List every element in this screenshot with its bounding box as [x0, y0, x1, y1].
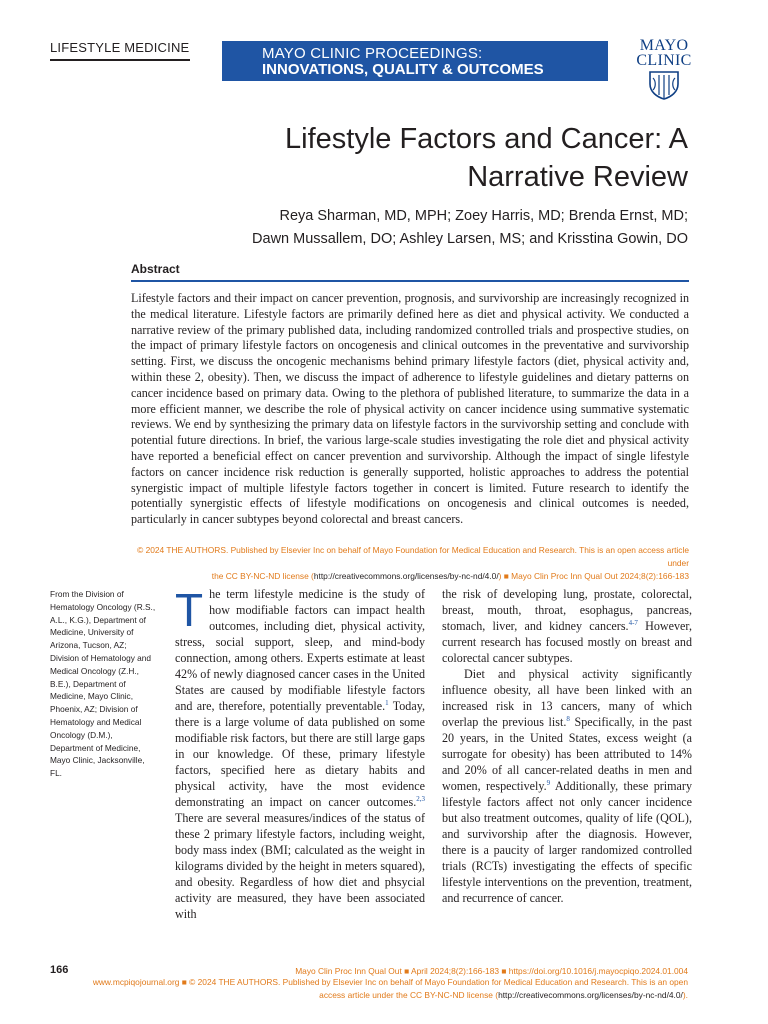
drop-cap: T — [175, 584, 204, 636]
abstract-text: Lifestyle factors and their impact on cancer prevention, prognosis, and survivorship are increasingly recognized in the medical literature. Lifestyle factors are primarily defined here as diet and physical activity. We conducted a narrative review of the primary published data, including randomized controlled trials and prospective studies, on the impact of primary lifestyle factors on oncogenesis and clinical outcomes in the preventative and survivorship setting. First, we discuss the oncogenic mechanisms behind primary lifestyle factors (diet, physical activity and, within these 2, obesity). Then, we discuss the impact of adherence to lifestyle guidelines and dietary patterns on cancer incidence based on primary data. Owing to the plethora of published literature, to summarize the data in a more efficient manner, we describe the role of physical activity on cancer incidence using summative systematic reviews. We end by synthesizing the primary data on lifestyle factors in the survivorship setting and conclude with potential future directions. In brief, the various large-scale studies investigating the role diet and physical activity have reported a beneficial effect on cancer prevention and survivorship. Although the impact of single lifestyle factors on cancer incidence risk reduction is generally supported, holistic approaches to address the potential synergistic impact of multiple lifestyle factors together in concert is limited. Future research to identify the potentially synergistic effects of lifestyle modifications on oncogenesis and clinical outcomes is needed, particularly in cancer subtypes beyond colorectal and breast cancers. — [131, 291, 689, 527]
body-text: Today, there is a large volume of data published on some modifiable risk factors, but there are still large gaps in our knowledge. Of these, primary lifestyle factors, specified here as dietary habits and physical activity, have the most evidence demonstrating an impact on cancer outcomes. — [175, 699, 425, 809]
journal-name-line1: MAYO CLINIC PROCEEDINGS: — [262, 45, 483, 62]
logo-text-line1: MAYO — [639, 37, 689, 54]
authors-line-1: Reya Sharman, MD, MPH; Zoey Harris, MD; Brenda Ernst, MD; — [279, 208, 688, 224]
reference-link[interactable]: 4-7 — [628, 618, 638, 627]
footer-license-text: access article under the CC BY-NC-ND license ( — [319, 990, 499, 1000]
body-column-right — [442, 586, 692, 906]
body-text: There are several measures/indices of the status of these 2 primary lifestyle factors, including weight, body mass index (BMI; calculated as the weight in kilograms divided by the height in meters squared), and obesity. Regardless of how diet and phsycial activity are measured, they have been associated with — [175, 811, 425, 921]
abstract-heading: Abstract — [131, 262, 180, 276]
article-title: Lifestyle Factors and Cancer: A Narrative Review — [285, 123, 688, 193]
author-affiliation: From the Division of Hematology Oncology (R.S., A.L., K.G.), Department of Medicine, University of Arizona, Tucson, AZ; Division of Hematology and Medical Oncology (Z.H., B.E.), Department of Medicine, Mayo Clinic, Phoenix, AZ; Division of Hematology and Medical Oncology (D.M.), Department of Medicine, Mayo Clinic, Jacksonville, FL. — [50, 589, 156, 779]
authors-line-2: Dawn Mussallem, DO; Ashley Larsen, MS; and Krisstina Gowin, DO — [252, 231, 688, 247]
mayo-clinic-logo — [630, 38, 698, 102]
journal-banner — [222, 41, 608, 81]
shield-icon — [647, 70, 681, 100]
body-paragraph — [175, 586, 425, 922]
license-link[interactable]: http://creativecommons.org/licenses/by-nc-nd/4.0/ — [313, 571, 499, 581]
reference-link[interactable]: 2,3 — [416, 794, 425, 803]
footer-license — [180, 989, 688, 1002]
body-text: Additionally, these primary lifestyle factors affect not only cancer incidence but also treatment outcomes, quality of life (QOL), and survivorship after the diagnosis. However, there is a paucity of larger randomized controlled trials (RCTs) investigating the effects of specific lifestyle interventions on the prevention, treatment, and recurrence of cancer. — [442, 779, 692, 905]
body-column-left — [175, 586, 425, 922]
body-text: Specifically, in the past 20 years, in the United States, excess weight (a surrogate for obesity) has been attributed to 14% and 20% of all cancer-related deaths in men and women, respectively. — [442, 715, 692, 793]
body-text: Diet and physical activity significantly influence obesity, all have been linked with an increased risk in 13 cancers, many of which overlap the previous list. — [442, 667, 692, 729]
logo-text-line2: CLINIC — [636, 52, 692, 69]
journal-name-line2: INNOVATIONS, QUALITY & OUTCOMES — [262, 61, 544, 78]
body-paragraph — [442, 666, 692, 906]
reference-link[interactable]: 1 — [385, 698, 389, 707]
copyright-line-1: © 2024 THE AUTHORS. Published by Elsevier Inc on behalf of Mayo Foundation for Medical Education and Research. This is an open access article under — [137, 545, 689, 568]
journal-website-link[interactable]: www.mcpiqojournal.org — [92, 977, 180, 987]
body-text: the risk of developing lung, prostate, colorectal, breast, mouth, throat, esophagus, pancreas, stomach, liver, and kidney cancers. — [442, 587, 692, 633]
footer-license-end: ). — [682, 990, 688, 1000]
section-label: LIFESTYLE MEDICINE — [50, 40, 190, 55]
footer-citation: Mayo Clin Proc Inn Qual Out ■ April 2024;8(2):166-183 ■ https://doi.org/10.1016/j.mayocpiqo.2024.01.004 — [295, 966, 688, 976]
body-text: However, current research has focused mostly on breast and colorectal cancer subtypes. — [442, 619, 692, 665]
body-paragraph-cont — [442, 586, 692, 666]
reference-link[interactable]: 9 — [546, 778, 551, 787]
footer-copyright-text: ■ © 2024 THE AUTHORS. Published by Elsevier Inc on behalf of Mayo Foundation for Medical Education and Research. This is an open — [179, 977, 688, 987]
page-number: 166 — [50, 964, 69, 976]
author-list — [168, 205, 688, 251]
section-rule — [50, 59, 190, 61]
citation-text: ) ■ Mayo Clin Proc Inn Qual Out 2024;8(2):166-183 — [498, 571, 689, 581]
footer-license-link[interactable]: http://creativecommons.org/licenses/by-nc-nd/4.0/ — [498, 990, 683, 1000]
copyright-text: the CC BY-NC-ND license ( — [211, 571, 314, 581]
copyright-notice — [131, 544, 689, 583]
abstract-rule — [131, 280, 689, 282]
copyright-line-2 — [131, 570, 689, 583]
reference-link[interactable]: 8 — [566, 714, 570, 723]
footer-copyright — [80, 976, 688, 989]
body-text: he term lifestyle medicine is the study of how modifiable factors can impact health outcomes, including diet, physical activity, stress, social support, sleep, and mind-body connection, among others. Experts estimate at least 42% of newly diagnosed cancer cases in the United States are caused by modifiable lifestyle factors and are, therefore, potentially preventable. — [175, 587, 425, 713]
